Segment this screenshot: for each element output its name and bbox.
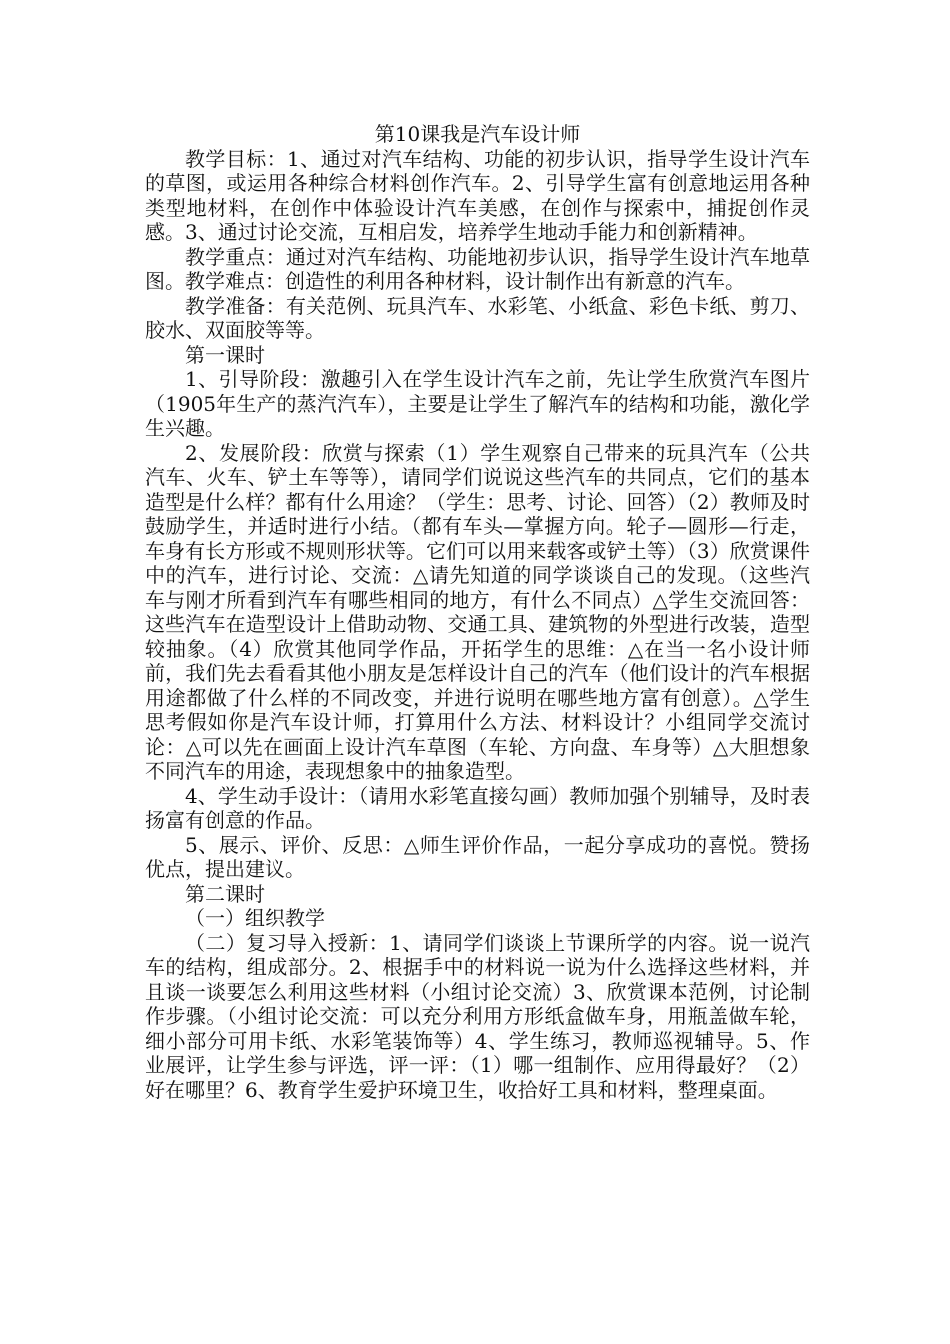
paragraph-step-1: 1、引导阶段：激趣引入在学生设计汽车之前，先让学生欣赏汽车图片（1905年生产的蒸汽汽车），主要是让学生了解汽车的结构和功能，激化学生兴趣。 [145,367,810,440]
paragraph-preparation: 教学准备：有关范例、玩具汽车、水彩笔、小纸盒、彩色卡纸、剪刀、胶水、双面胶等等。 [145,293,810,342]
paragraph-step-2: 2、发展阶段：欣赏与探索（1）学生观察自己带来的玩具汽车（公共汽车、火车、铲土车等等），请同学们说说这些汽车的共同点，它们的基本造型是什么样？都有什么用途？（学生：思考、讨论、回答）（2）教师及时鼓励学生，并适时进行小结。（都有车头—掌握方向。轮子—圆形—行走，车身有长方形或不规则形状等。它们可以用来载客或铲土等）（3）欣赏课件中的汽车，进行讨论、交流：△请先知道的同学谈谈自己的发现。（这些汽车与刚才所看到汽车有哪些相同的地方，有什么不同点）△学生交流回答：这些汽车在造型设计上借助动物、交通工具、建筑物的外型进行改装，造型较抽象。（4）欣赏其他同学作品，开拓学生的思维：△在当一名小设计师前，我们先去看看其他小朋友是怎样设计自己的汽车（他们设计的汽车根据用途都做了什么样的不同改变，并进行说明在哪些地方富有创意）。△学生思考假如你是汽车设计师，打算用什么方法、材料设计？小组同学交流讨论：△可以先在画面上设计汽车草图（车轮、方向盘、车身等）△大胆想象不同汽车的用途，表现想象中的抽象造型。 [145,440,810,783]
document-body [145,122,810,1102]
paragraph-teaching-objectives: 教学目标：1、通过对汽车结构、功能的初步认识，指导学生设计汽车的草图，或运用各种综合材料创作汽车。2、引导学生富有创意地运用各种类型地材料，在创作中体验设计汽车美感，在创作与探索中，捕捉创作灵感。3、通过讨论交流，互相启发，培养学生地动手能力和创新精神。 [145,146,810,244]
heading-second-lesson: 第二课时 [185,881,265,906]
paragraph-review-and-new: （二）复习导入授新：1、请同学们谈谈上节课所学的内容。说一说汽车的结构，组成部分。2、根据手中的材料说一说为什么选择这些材料，并且谈一谈要怎么利用这些材料（小组讨论交流）3、欣赏课本范例，讨论制作步骤。（小组讨论交流：可以充分利用方形纸盒做车身，用瓶盖做车轮，细小部分可用卡纸、水彩笔装饰等）4、学生练习，教师巡视辅导。5、作业展评，让学生参与评选，评一评：（1）哪一组制作、应用得最好？（2）好在哪里？6、教育学生爱护环境卫生，收拾好工具和材料，整理桌面。 [145,930,810,1102]
paragraph-step-5: 5、展示、评价、反思：△师生评价作品，一起分享成功的喜悦。赞扬优点，提出建议。 [145,832,810,881]
heading-first-lesson: 第一课时 [185,342,265,367]
paragraph-step-4: 4、学生动手设计：（请用水彩笔直接勾画）教师加强个别辅导，及时表扬富有创意的作品。 [145,783,810,832]
paragraph-key-points: 教学重点：通过对汽车结构、功能地初步认识，指导学生设计汽车地草图。教学难点：创造性的利用各种材料，设计制作出有新意的汽车。 [145,244,810,293]
paragraph-organize-teaching: （一）组织教学 [185,906,325,930]
document-title: 第10课我是汽车设计师 [374,122,581,146]
